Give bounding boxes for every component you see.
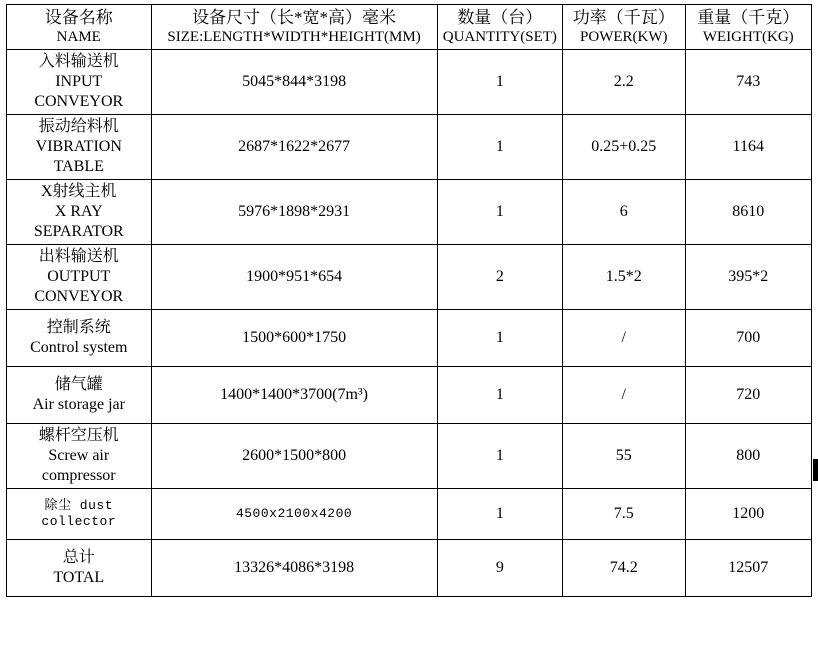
row-name-cell [7, 489, 152, 540]
row-quantity-cell: 1 [437, 424, 562, 489]
table-total-row [7, 540, 812, 597]
table-header-row [7, 5, 812, 50]
page-edge-marker [813, 459, 818, 481]
row-weight-cell: 1200 [685, 489, 812, 540]
row-size-cell: 1500*600*1750 [151, 310, 437, 367]
header-cell-power [563, 5, 685, 50]
row-name-cn: X射线主机 [40, 183, 117, 200]
row-name-cell [7, 50, 152, 115]
header-power-en: POWER(KW) [580, 29, 668, 46]
row-name-cell [7, 310, 152, 367]
row-size-cell: 5976*1898*2931 [151, 180, 437, 245]
row-name-en: Air storage jar [32, 396, 125, 413]
row-name-cn: 振动给料机 [38, 118, 119, 135]
row-weight-cell: 12507 [685, 540, 812, 597]
row-name-cell [7, 245, 152, 310]
header-cell-weight [685, 5, 812, 50]
row-weight-cell: 743 [685, 50, 812, 115]
row-name-cell [7, 424, 152, 489]
row-quantity-cell: 2 [437, 245, 562, 310]
header-name-en: NAME [56, 29, 101, 46]
table-row [7, 489, 812, 540]
header-name-cn: 设备名称 [44, 8, 113, 27]
row-weight-cell: 1164 [685, 115, 812, 180]
row-quantity-cell: 1 [437, 310, 562, 367]
table-row [7, 115, 812, 180]
row-quantity-cell: 1 [437, 180, 562, 245]
row-name-cn: 入料输送机 [38, 53, 119, 70]
row-power-cell: 74.2 [563, 540, 685, 597]
row-weight-cell: 8610 [685, 180, 812, 245]
table-row [7, 180, 812, 245]
table-row [7, 245, 812, 310]
row-quantity-cell: 9 [437, 540, 562, 597]
header-power-cn: 功率（千瓦） [572, 8, 675, 27]
row-name-en: Control system [30, 339, 128, 356]
row-name-en: OUTPUT CONVEYOR [34, 268, 124, 305]
row-name-cn: 出料输送机 [38, 248, 119, 265]
row-name-cn: 总计 [62, 549, 95, 566]
row-weight-cell: 395*2 [685, 245, 812, 310]
row-size-cell: 1900*951*654 [151, 245, 437, 310]
row-name-cn: 控制系统 [46, 319, 111, 336]
header-cell-size [151, 5, 437, 50]
row-name-cell [7, 180, 152, 245]
row-name-cn: 螺杆空压机 [38, 427, 119, 444]
row-size-cell: 4500x2100x4200 [151, 489, 437, 540]
header-size-en: SIZE:LENGTH*WIDTH*HEIGHT(MM) [167, 29, 421, 46]
row-quantity-cell: 1 [437, 489, 562, 540]
row-name-en: collector [41, 514, 117, 529]
row-name-en: Screw air compressor [41, 447, 116, 484]
row-power-cell: / [563, 367, 685, 424]
row-power-cell: 7.5 [563, 489, 685, 540]
row-weight-cell: 700 [685, 310, 812, 367]
row-size-cell: 5045*844*3198 [151, 50, 437, 115]
header-quantity-cn: 数量（台） [457, 8, 543, 27]
row-quantity-cell: 1 [437, 50, 562, 115]
row-power-cell: 0.25+0.25 [563, 115, 685, 180]
row-weight-cell: 720 [685, 367, 812, 424]
row-power-cell: 1.5*2 [563, 245, 685, 310]
header-cell-quantity [437, 5, 562, 50]
row-name-cell [7, 115, 152, 180]
equipment-specification-table [6, 4, 812, 597]
row-size-cell: 2600*1500*800 [151, 424, 437, 489]
row-name-cn: 储气罐 [54, 376, 103, 393]
table-row [7, 367, 812, 424]
row-quantity-cell: 1 [437, 367, 562, 424]
table-row [7, 424, 812, 489]
row-name-en: INPUT CONVEYOR [34, 73, 124, 110]
row-power-cell: 6 [563, 180, 685, 245]
row-name-cell [7, 540, 152, 597]
row-power-cell: 2.2 [563, 50, 685, 115]
row-weight-cell: 800 [685, 424, 812, 489]
row-name-en: X RAY SEPARATOR [33, 203, 124, 240]
header-size-cn: 设备尺寸（长*宽*高）毫米 [192, 8, 397, 27]
row-size-cell: 2687*1622*2677 [151, 115, 437, 180]
specification-sheet [0, 4, 818, 647]
row-power-cell: / [563, 310, 685, 367]
row-power-cell: 55 [563, 424, 685, 489]
header-quantity-en: QUANTITY(SET) [442, 29, 557, 46]
row-name-en: TOTAL [53, 569, 105, 586]
table-row [7, 50, 812, 115]
row-name-cn: 除尘 dust [44, 497, 114, 513]
row-size-cell: 1400*1400*3700(7m³) [151, 367, 437, 424]
row-size-cell: 13326*4086*3198 [151, 540, 437, 597]
row-name-cell [7, 367, 152, 424]
header-weight-cn: 重量（千克） [697, 8, 800, 27]
header-weight-en: WEIGHT(KG) [702, 29, 794, 46]
header-cell-name [7, 5, 152, 50]
table-row [7, 310, 812, 367]
row-quantity-cell: 1 [437, 115, 562, 180]
row-name-en: VIBRATION TABLE [35, 138, 122, 175]
